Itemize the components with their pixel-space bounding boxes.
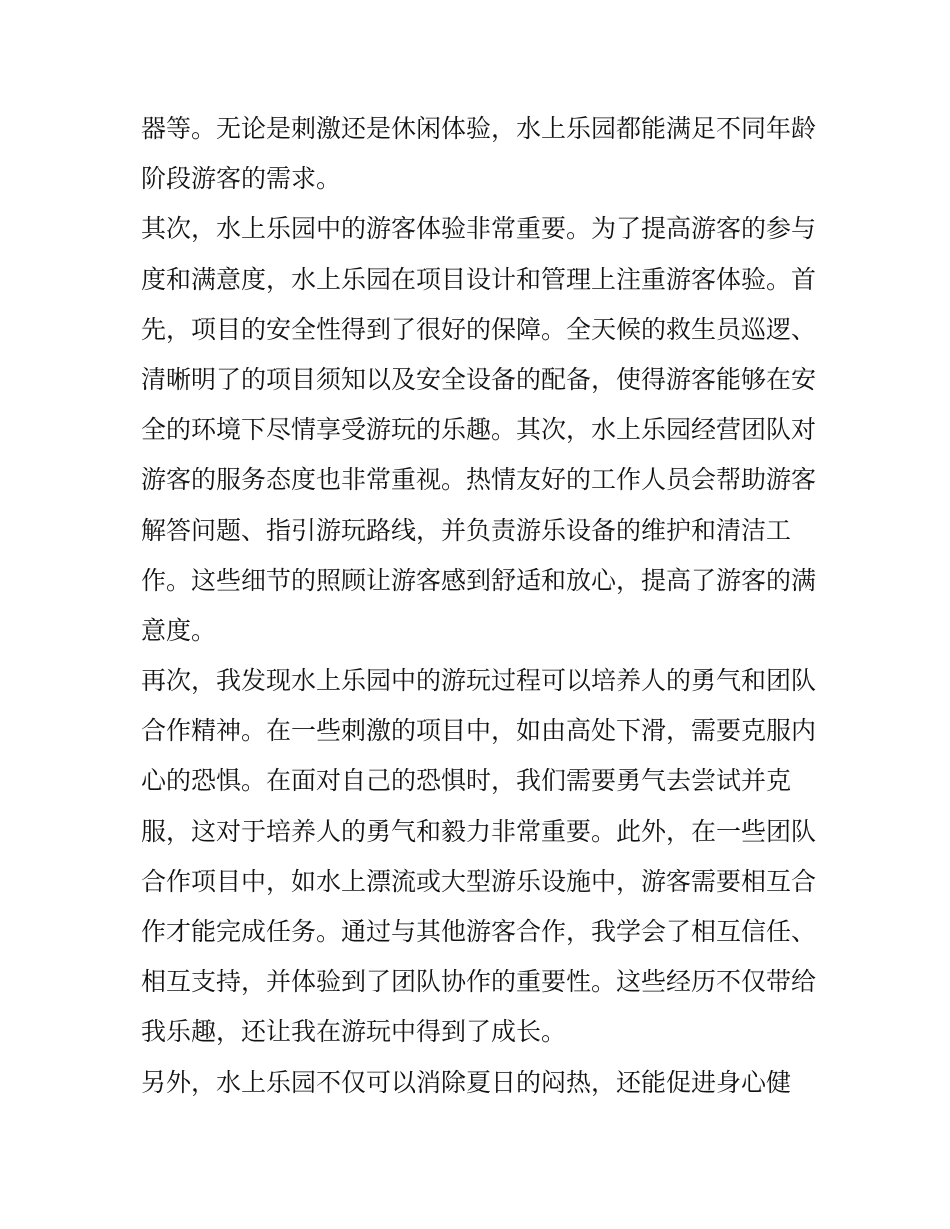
- document-body-text: [141, 104, 821, 1108]
- text-line: 游客的服务态度也非常重视。热情友好的工作人员会帮助游客: [141, 465, 817, 495]
- text-line: 解答问题、指引游玩路线，并负责游乐设备的维护和清洁工: [141, 515, 792, 545]
- text-line: 意度。: [141, 615, 217, 645]
- text-line: 阶段游客的需求。: [141, 164, 342, 194]
- text-line: 相互支持，并体验到了团队协作的重要性。这些经历不仅带给: [141, 967, 817, 997]
- text-line: 先，项目的安全性得到了很好的保障。全天候的救生员巡逻、: [141, 314, 817, 344]
- text-line: 合作项目中，如水上漂流或大型游乐设施中，游客需要相互合: [141, 866, 817, 896]
- text-line: 器等。无论是刺激还是休闲体验，水上乐园都能满足不同年龄: [141, 114, 817, 143]
- text-line: 服，这对于培养人的勇气和毅力非常重要。此外，在一些团队: [141, 816, 817, 846]
- text-line: 合作精神。在一些刺激的项目中，如由高处下滑，需要克服内: [141, 716, 817, 746]
- text-line: 作才能完成任务。通过与其他游客合作，我学会了相互信任、: [141, 917, 817, 946]
- text-line: 心的恐惧。在面对自己的恐惧时，我们需要勇气去尝试并克: [141, 766, 792, 796]
- text-line: 我乐趣，还让我在游玩中得到了成长。: [141, 1017, 567, 1047]
- text-line: 作。这些细节的照顾让游客感到舒适和放心，提高了游客的满: [141, 565, 817, 595]
- text-line: 另外，水上乐园不仅可以消除夏日的闷热，还能促进身心健: [141, 1067, 792, 1097]
- text-line: 再次，我发现水上乐园中的游玩过程可以培养人的勇气和团队: [141, 666, 817, 696]
- text-line: 其次，水上乐园中的游客体验非常重要。为了提高游客的参与: [141, 214, 817, 244]
- text-line: 全的环境下尽情享受游玩的乐趣。其次，水上乐园经营团队对: [141, 415, 817, 445]
- text-line: 度和满意度，水上乐园在项目设计和管理上注重游客体验。首: [141, 264, 817, 294]
- text-line: 清晰明了的项目须知以及安全设备的配备，使得游客能够在安: [141, 364, 817, 394]
